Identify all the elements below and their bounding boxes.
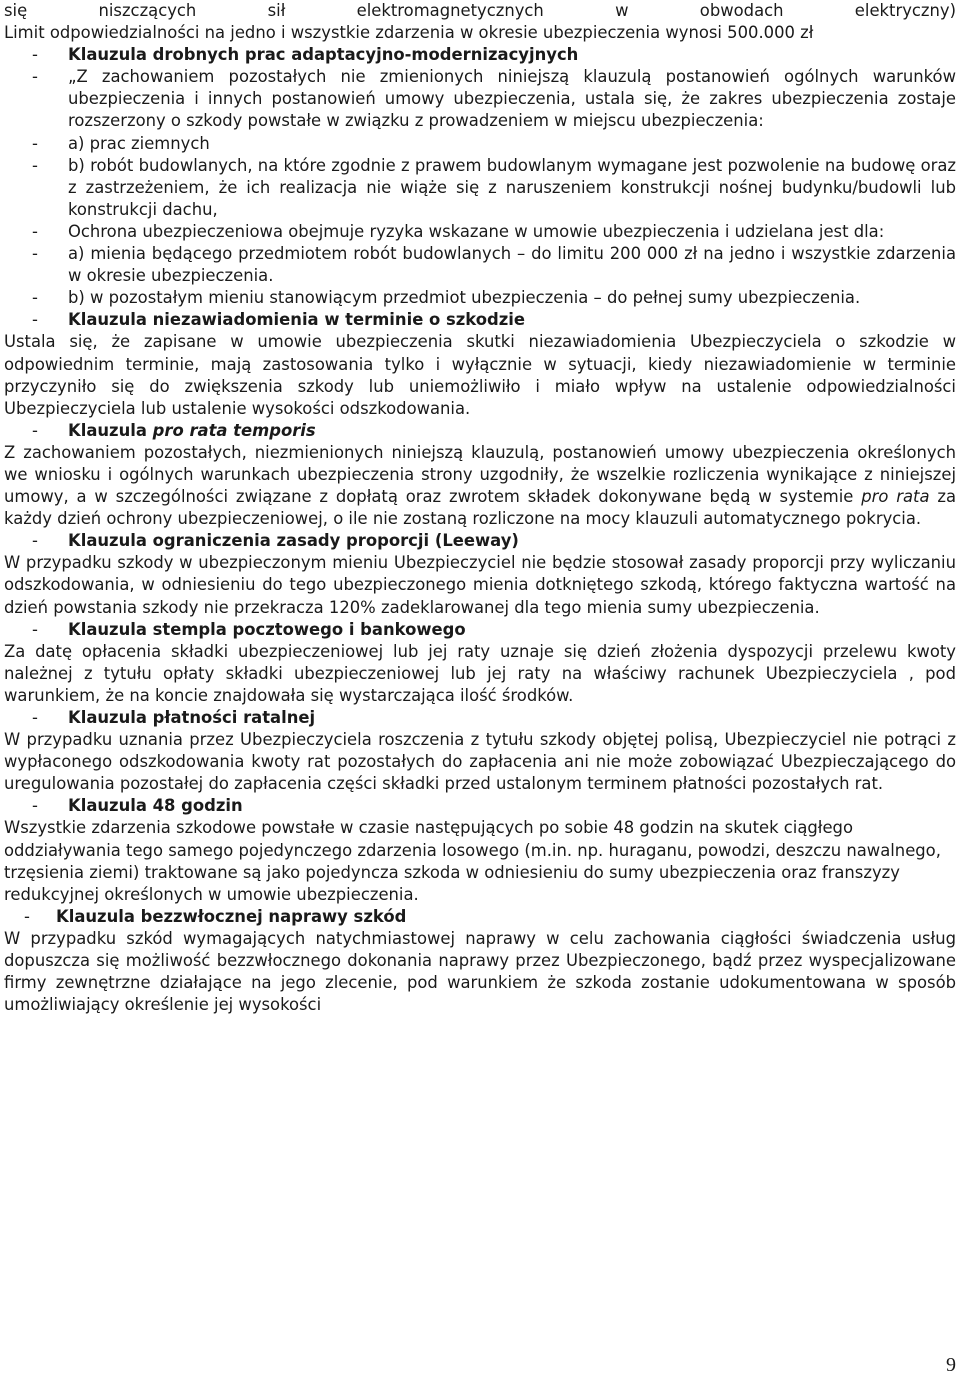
document-body <box>4 0 956 1016</box>
clause-small-works-protection: Ochrona ubezpieczeniowa obejmuje ryzyka wskazane w umowie ubezpieczenia i udzielana jest dla: <box>68 221 885 241</box>
clause-installments-heading: Klauzula płatności ratalnej <box>68 708 316 727</box>
bullet-dash: - <box>32 708 38 727</box>
bullet-dash: - <box>32 796 38 816</box>
clause-small-works-item-b: b) robót budowlanych, na które zgodnie z prawem budowlanym wymagane jest pozwolenie na budowę oraz z zastrzeżeniem, że ich realizacja nie wiąże się z naruszeniem konstrukcji nośnej budynku/budowli lub konstrukcji dachu, <box>68 155 956 219</box>
bullet-dash: - <box>32 310 38 330</box>
clause-48h-body: Wszystkie zdarzenia szkodowe powstałe w czasie następujących po sobie 48 godzin na skutek ciągłego oddziaływania tego samego pojedynczego zdarzenia losowego (m.in. np. huraganu, powodzi, deszczu nawalnego, trzęsienia ziemi) traktowane są jako pojedyncza szkoda w odniesieniu do sumy ubezpieczenia oraz franszyzy redukcyjnej określonych w umowie ubezpieczenia. <box>4 818 941 904</box>
clause-pro-rata-body <box>4 442 956 530</box>
clause-repair-heading: Klauzula bezzwłocznej naprawy szkód <box>56 906 407 926</box>
clause-small-works-item-b-row <box>4 155 956 221</box>
clause-small-works-protection-row <box>4 221 956 243</box>
clause-leeway-body: W przypadku szkody w ubezpieczonym mieniu Ubezpieczyciel nie będzie stosował zasady proporcji przy wyliczaniu odszkodowania, w odniesieniu do tego ubezpieczonego mienia dotkniętego szkodą, którego faktyczna wartość na dzień powstania szkody nie przekracza 120% zadeklarowanej dla tego mienia sumy ubezpieczenia. <box>4 553 956 617</box>
clause-repair-heading-row <box>4 906 956 928</box>
bullet-dash: - <box>32 288 38 308</box>
clause-late-notice-heading: Klauzula niezawiadomienia w terminie o szkodzie <box>68 310 526 330</box>
clause-48h-heading-row <box>4 795 956 817</box>
bullet-dash: - <box>32 221 38 241</box>
page-number: 9 <box>946 1354 956 1376</box>
intro-line-2: Limit odpowiedzialności na jedno i wszystkie zdarzenia w okresie ubezpieczenia wynosi 500.000 zł <box>4 23 814 43</box>
clause-48h-heading: Klauzula 48 godzin <box>68 796 243 816</box>
clause-leeway-heading: Klauzula ograniczenia zasady proporcji (Leeway) <box>68 531 519 551</box>
intro-line-1: się niszczących sił elektromagnetycznych w obwodach elektryczny) <box>4 1 956 20</box>
clause-installments-heading-row <box>4 707 956 729</box>
clause-small-works-intro-row <box>4 66 956 132</box>
clause-small-works-heading: Klauzula drobnych prac adaptacyjno-modernizacyjnych <box>68 45 579 65</box>
clause-pro-rata-heading <box>68 420 956 442</box>
clause-small-works-intro: „Z zachowaniem pozostałych nie zmienionych niniejszą klauzulą postanowień ogólnych warunków ubezpieczenia i innych postanowień umowy ubezpieczenia, ustala się, że zakres ubezpieczenia zostaje rozszerzony o szkody powstałe w związku z prowadzeniem w miejscu ubezpieczenia: <box>68 67 956 131</box>
clause-pro-rata-body-italic: pro rata <box>861 487 930 507</box>
clause-postmark-body: Za datę opłacenia składki ubezpieczeniowej lub jej raty uznaje się dzień złożenia dyspozycji przelewu kwoty należnej z tytułu opłaty składki ubezpieczeniowej lub jej raty na właściwy rachunek Ubezpieczyciela , pod warunkiem, że na koncie znajdowała się wystarczająca ilość środków. <box>4 641 956 705</box>
clause-pro-rata-heading-italic: pro rata temporis <box>152 420 316 440</box>
clause-small-works-item-a: a) prac ziemnych <box>68 133 210 153</box>
clause-small-works-item-b2: b) w pozostałym mieniu stanowiącym przedmiot ubezpieczenia – do pełnej sumy ubezpieczenia. <box>68 288 861 308</box>
bullet-dash: - <box>32 155 38 175</box>
bullet-dash: - <box>32 420 38 440</box>
clause-pro-rata-body-post: za każdy dzień ochrony ubezpieczeniowej, o ile nie zostaną rozliczone na mocy klauzuli automatycznego pokrycia. <box>4 487 956 529</box>
bullet-dash: - <box>32 619 38 639</box>
clause-postmark-heading-row <box>4 619 956 641</box>
clause-small-works-item-a-row <box>4 133 956 155</box>
clause-late-notice-heading-row <box>4 309 956 331</box>
clause-pro-rata-heading-pre: Klauzula <box>68 420 153 440</box>
clause-small-works-heading-row <box>4 44 956 66</box>
clause-small-works-item-a2: a) mienia będącego przedmiotem robót budowlanych – do limitu 200 000 zł na jedno i wszystkie zdarzenia w okresie ubezpieczenia. <box>68 244 956 286</box>
clause-late-notice-body: Ustala się, że zapisane w umowie ubezpieczenia skutki niezawiadomienia Ubezpieczyciela o szkodzie w odpowiednim terminie, mają zastosowania tylko i wyłącznie w sytuacji, kiedy niezawiadomienie w terminie przyczyniło się do zwiększenia szkody lub uniemożliwiło i miało wpływ na ustalenie odpowiedzialności Ubezpieczyciela lub ustalenie wysokości odszkodowania. <box>4 332 956 418</box>
clause-pro-rata-heading-row <box>4 420 956 442</box>
bullet-dash: - <box>32 531 38 551</box>
clause-repair-body: W przypadku szkód wymagających natychmiastowej naprawy w celu zachowania ciągłości świadczenia usług dopuszcza się możliwość bezzwłocznego dokonania naprawy przez Ubezpieczonego, bądź przez wyspecjalizowane firmy zewnętrzne działające na jego zlecenie, pod warunkiem że szkoda zostanie udokumentowana w sposób umożliwiający określenie jej wysokości <box>4 928 956 1015</box>
bullet-dash: - <box>32 133 38 153</box>
bullet-dash: - <box>32 67 38 87</box>
bullet-dash: - <box>32 45 38 65</box>
clause-small-works-item-b2-row <box>4 287 956 309</box>
bullet-dash: - <box>32 244 38 264</box>
clause-installments-body: W przypadku uznania przez Ubezpieczyciela roszczenia z tytułu szkody objętej polisą, Ubezpieczyciel nie potrąci z wypłaconego odszkodowania kwoty rat pozostałych do zapłacenia ani nie może zobowiązać Ubezpieczającego do uregulowania pozostałej do zapłacenia części składki przed ustalonym terminem płatności pozostałych rat. <box>4 730 956 794</box>
clause-pro-rata-body-pre: Z zachowaniem pozostałych, niezmienionych niniejszą klauzulą, postanowień umowy ubezpieczenia określonych we wniosku i ogólnych warunkach ubezpieczenia strony uzgodniły, że wszelkie rozliczenia wynikające z niniejszej umowy, a w szczególności związane z dopłatą oraz zwrotem składek dokonywane będą w systemie <box>4 442 956 507</box>
clause-leeway-heading-row <box>4 530 956 552</box>
clause-small-works-item-a2-row <box>4 243 956 287</box>
bullet-dash: - <box>24 906 30 926</box>
clause-postmark-heading: Klauzula stempla pocztowego i bankowego <box>68 619 466 639</box>
